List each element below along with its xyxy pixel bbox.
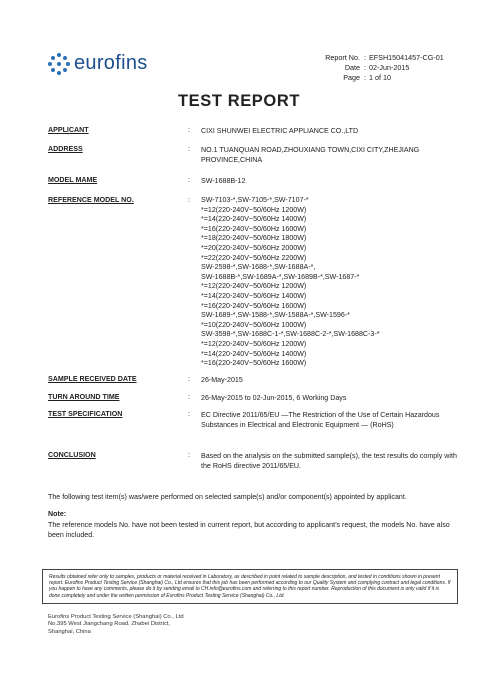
eurofins-dots-icon (48, 53, 70, 75)
turn-around-label: TURN AROUND TIME (48, 393, 120, 401)
test-statement: The following test item(s) was/were performed on selected sample(s) and/or component(s) appointed by applicant. (48, 493, 407, 501)
address-label: ADDRESS (48, 145, 83, 153)
reference-model-line: SW-2598-*,SW-1688-*,SW-1688A-*, (201, 263, 316, 272)
test-spec-colon: : (188, 410, 190, 418)
page-value: 1 of 10 (369, 73, 391, 82)
model-name-colon: : (188, 176, 190, 184)
conclusion-value: Based on the analysis on the submitted sample(s), the test results do comply with the RoHS directive 2011/65/EU. (201, 452, 457, 470)
footer-line-2: No.395 West Jiangchang Road, Zhabei District, (48, 621, 171, 628)
reference-model-line: *=12(220-240V~50/60Hz 1200W) (201, 339, 307, 348)
applicant-label: APPLICANT (48, 126, 89, 134)
conclusion-colon: : (188, 451, 190, 459)
reference-model-line: *=18(220-240V~50/60Hz 1800W) (201, 234, 307, 243)
footer-line-3: Shanghai, China (48, 628, 91, 635)
reference-model-colon: : (188, 196, 190, 204)
logo-text: eurofins (74, 52, 148, 74)
applicant-colon: : (188, 126, 190, 134)
report-meta (312, 53, 444, 83)
reference-model-line: SW-1689-*,SW-1588-*,SW-1588A-*,SW-1596-* (201, 311, 350, 320)
page-colon: : (364, 73, 366, 82)
sample-received-colon: : (188, 375, 190, 383)
reference-model-line: *=10(220-240V~50/60Hz 1000W) (201, 320, 307, 329)
conclusion-label: CONCLUSION (48, 451, 96, 459)
date-colon: : (364, 63, 366, 72)
note-text: The reference models No. have not been tested in current report, but according to applicant’s request, the models No. have also been included. (48, 521, 450, 539)
reference-model-line: *=16(220-240V~50/60Hz 1600W) (201, 359, 307, 368)
reference-model-line: *=20(220-240V~50/60Hz 2000W) (201, 243, 307, 252)
reference-model-line: *=14(220-240V~50/60Hz 1400W) (201, 291, 307, 300)
model-name-label: MODEL MAME (48, 176, 98, 184)
date-label: Date (344, 63, 360, 72)
test-spec-value: EC Directive 2011/65/EU —The Restriction of the Use of Certain Hazardous Substances in Electrical and Electronic Equipment — (RoHS) (201, 411, 440, 429)
reference-model-label: REFERENCE MODEL NO. (48, 196, 134, 204)
eurofins-logo (48, 52, 148, 75)
page-title: TEST REPORT (177, 92, 301, 110)
model-name-value: SW-1688B-12 (201, 177, 246, 185)
applicant-value: CIXI SHUNWEI ELECTRIC APPLIANCE CO.,LTD (201, 127, 359, 135)
reference-model-line: *=14(220-240V~50/60Hz 1400W) (201, 349, 307, 358)
report-colon: : (364, 53, 366, 62)
reference-model-line: *=16(220-240V~50/60Hz 1600W) (201, 224, 307, 233)
turn-around-colon: : (188, 393, 190, 401)
reference-model-line: *=22(220-240V~50/60Hz 2200W) (201, 253, 307, 262)
page-label: Page (343, 73, 360, 82)
sample-received-label: SAMPLE RECEIVED DATE (48, 375, 137, 383)
reference-model-line: SW-3598-*,SW-1688C-1-*,SW-1688C-2-*,SW-1688C-3-* (201, 330, 380, 339)
note-title: Note: (48, 510, 67, 518)
report-no-label: Report No. (325, 53, 360, 62)
address-value: NO.1 TUANQUAN ROAD,ZHOUXIANG TOWN,CIXI CITY,ZHEJIANG PROVINCE,CHINA (201, 146, 420, 164)
reference-model-line: *=16(220-240V~50/60Hz 1600W) (201, 301, 307, 310)
reference-model-line: *=14(220-240V~50/60Hz 1400W) (201, 215, 307, 224)
test-spec-label: TEST SPECIFICATION (48, 410, 123, 418)
turn-around-value: 26-May-2015 to 02-Jun-2015, 6 Working Days (201, 394, 347, 402)
address-colon: : (188, 145, 190, 153)
reference-model-line: *=12(220-240V~50/60Hz 1200W) (201, 282, 307, 291)
reference-model-line: SW-7103-*,SW-7105-*,SW-7107-* (201, 196, 309, 204)
footer-address (48, 614, 184, 636)
reference-model-line: *=12(220-240V~50/60Hz 1200W) (201, 205, 307, 214)
disclaimer-box: Results obtained refer only to samples, products or material received in Laboratory, as described in point related to sample description, and tested in conditions shown in present report. Eurofins Product Testing Service (Shanghai) Co., Ltd ensures that this job has been performed according to our Quality System and complying contract and legal conditions. If you happen to have any comments, please do it by sending email to CH.info@eurofins.com and referring to this report number. Reproduction of this document is only valid if it is done completely and under the written permission of Eurofins Product Testing Service (Shanghai) Co., Ltd. (42, 569, 458, 604)
reference-model-line: SW-1688B-*,SW-1689A-*,SW-1689B-*,SW-1687-* (201, 272, 360, 281)
footer-line-1: Eurofins Product Testing Service (Shanghai) Co., Ltd (48, 614, 184, 620)
report-no-value: EFSH15041457-CG-01 (369, 53, 444, 62)
date-value: 02-Jun-2015 (369, 63, 410, 72)
reference-model-list (201, 196, 461, 369)
sample-received-value: 26-May-2015 (201, 376, 243, 384)
